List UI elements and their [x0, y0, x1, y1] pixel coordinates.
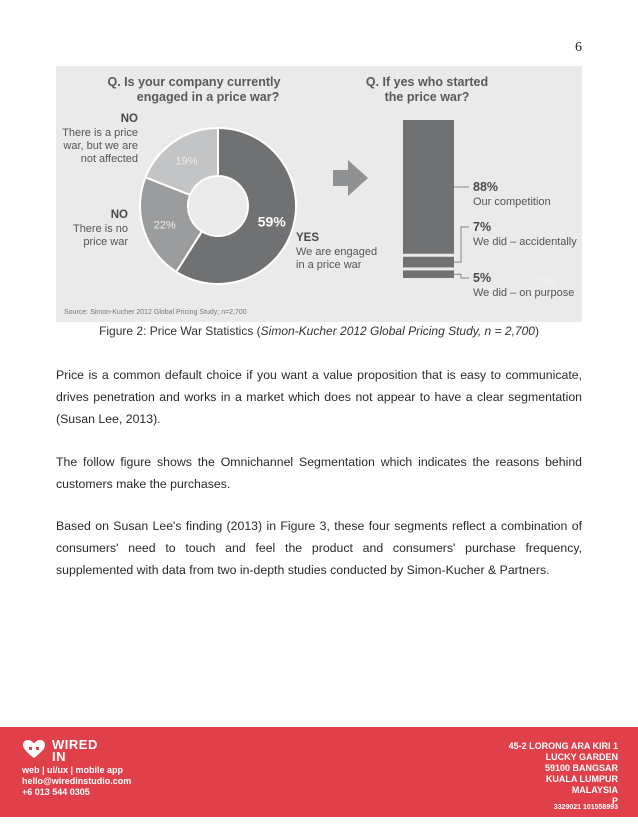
pie-label-desc: There is a price: [62, 127, 138, 139]
brand-line1: WIRED: [52, 737, 98, 752]
paragraph-segments: Based on Susan Lee's finding (2013) in Figure 3, these four segments reflect a combination of consumers' need to touch and feel the product and consumers' purchase frequency, supplemented with data from two in-depth studies conducted by Simon-Kucher & Partners.: [56, 519, 582, 577]
footer-email[interactable]: hello@wiredinstudio.com: [22, 776, 132, 786]
address-line: KUALA LUMPUR: [545, 774, 618, 784]
figure-caption: [56, 324, 582, 338]
paragraph-price: Price is a common default choice if you want a value proposition that is easy to communicate, drives penetration and works in a market which does not appear to have a clear segmentation (Susan Lee, 2013).: [56, 368, 582, 426]
address-line: LUCKY GARDEN: [545, 752, 618, 762]
pie-label-desc: in a price war: [296, 259, 362, 271]
bar-segment: [403, 270, 454, 278]
bar-category-label: We did – accidentally: [473, 236, 577, 248]
footer-services: web | ui/ux | mobile app: [22, 765, 124, 775]
brand-line2: IN: [52, 749, 66, 764]
pie-slice-percent: 22%: [153, 219, 176, 232]
bar-labels: [454, 180, 577, 299]
right-question-line1: Q. If yes who started: [365, 75, 489, 89]
figure-source: Source: Simon-Kucher 2012 Global Pricing Study; n=2,700: [64, 309, 247, 316]
pie-label-heading: NO: [120, 113, 138, 125]
footer-phone[interactable]: +6 013 544 0305: [22, 787, 90, 797]
footer-banner: [0, 727, 638, 817]
caption-italic: Simon-Kucher 2012 Global Pricing Study, n = 2,700: [260, 324, 535, 338]
stacked-bar: [403, 120, 454, 278]
bar-value-label: 5%: [473, 271, 492, 285]
pie-label-desc: not affected: [80, 153, 138, 165]
left-question-line1: Q. Is your company currently: [107, 75, 281, 89]
bar-category-label: Our competition: [473, 196, 551, 208]
address-line: P: [611, 796, 618, 806]
leader-line: [454, 227, 469, 262]
footer-address: [509, 741, 618, 807]
pie-slice-percent: 59%: [257, 213, 286, 230]
price-war-figure: [56, 66, 582, 322]
caption-prefix: Figure 2: Price War Statistics (: [99, 324, 261, 338]
footer-brand: [52, 739, 98, 763]
footer-contact: [22, 765, 131, 798]
left-question-line2: engaged in a price war?: [136, 90, 280, 104]
price-war-chart: [56, 66, 582, 322]
pie-label-desc: We are engaged: [296, 246, 378, 258]
pie-chart: [140, 128, 296, 284]
pie-label-heading: YES: [296, 232, 320, 244]
bar-value-label: 88%: [473, 180, 499, 194]
bar-segment: [403, 120, 454, 254]
page-number: 6: [575, 40, 582, 55]
pie-label-desc: war, but we are: [63, 140, 138, 152]
pie-slice-percent: 19%: [175, 155, 198, 168]
address-line: MALAYSIA: [571, 785, 618, 795]
bar-segment: [403, 257, 454, 268]
caption-suffix: ): [534, 324, 539, 338]
watermark-text: 70%: [534, 277, 558, 289]
bar-category-label: We did – on purpose: [473, 287, 575, 299]
right-question-line2: the price war?: [384, 90, 470, 104]
arrow-icon: [333, 160, 368, 196]
pie-label-desc: There is no: [72, 223, 128, 235]
heart-logo-icon: [22, 739, 46, 759]
paragraph-omnichannel: The follow figure shows the Omnichannel Segmentation which indicates the reasons behind customers make the purchases.: [56, 455, 582, 491]
bar-value-label: 7%: [473, 220, 492, 234]
pie-label-desc: price war: [83, 236, 128, 248]
leader-line: [454, 274, 469, 278]
address-line: 59100 BANGSAR: [544, 763, 618, 773]
address-line: 45-2 LORONG ARA KIRI 1: [508, 741, 618, 751]
footer-code: 3329021 101558993: [553, 804, 618, 811]
pie-label-heading: NO: [110, 209, 128, 221]
